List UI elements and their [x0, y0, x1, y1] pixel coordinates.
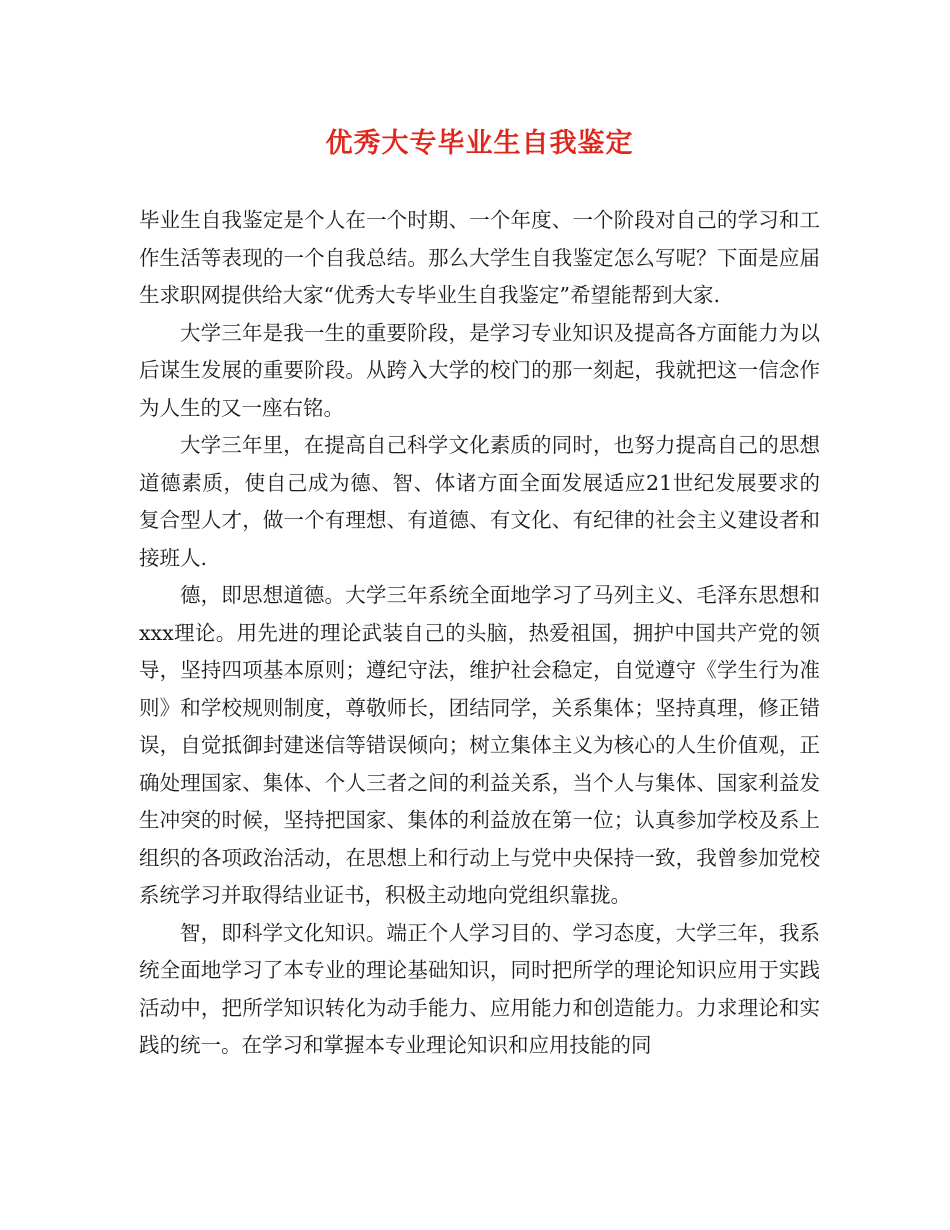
paragraph-moral: 德，即思想道德。大学三年系统全面地学习了马列主义、毛泽东思想和xxx理论。用先进的理论武装自己的头脑，热爱祖国，拥护中国共产党的领导，坚持四项基本原则；遵纪守法，维护社会稳定，自觉遵守《学生行为准则》和学校规则制度，尊敬师长，团结同学，关系集体；坚持真理，修正错误，自觉抵御封建迷信等错误倾向；树立集体主义为核心的人生价值观，正确处理国家、集体、个人三者之间的利益关系，当个人与集体、国家利益发生冲突的时候，坚持把国家、集体的利益放在第一位；认真参加学校及系上组织的各项政治活动，在思想上和行动上与党中央保持一致，我曾参加党校系统学习并取得结业证书，积极主动地向党组织靠拢。 — [139, 583, 820, 907]
paragraph-overall-development: 大学三年里，在提高自己科学文化素质的同时，也努力提高自己的思想道德素质，使自己成为德、智、体诸方面全面发展适应21世纪发展要求的复合型人才，做一个有理想、有道德、有文化、有纪律的社会主义建设者和接班人. — [139, 433, 820, 570]
document-title: 优秀大专毕业生自我鉴定 — [325, 128, 634, 159]
paragraph-intro: 毕业生自我鉴定是个人在一个时期、一个年度、一个阶段对自己的学习和工作生活等表现的一个自我总结。那么大学生自我鉴定怎么写呢？下面是应届生求职网提供给大家“优秀大专毕业生自我鉴定”希望能帮到大家. — [139, 208, 820, 307]
paragraph-university-stage: 大学三年是我一生的重要阶段，是学习专业知识及提高各方面能力为以后谋生发展的重要阶段。从跨入大学的校门的那一刻起，我就把这一信念作为人生的又一座右铭。 — [139, 320, 820, 420]
paragraph-knowledge: 智，即科学文化知识。端正个人学习目的、学习态度，大学三年，我系统全面地学习了本专业的理论基础知识，同时把所学的理论知识应用于实践活动中，把所学知识转化为动手能力、应用能力和创造能力。力求理论和实践的统一。在学习和掌握本专业理论知识和应用技能的同 — [139, 920, 820, 1057]
document-body — [139, 202, 820, 1065]
